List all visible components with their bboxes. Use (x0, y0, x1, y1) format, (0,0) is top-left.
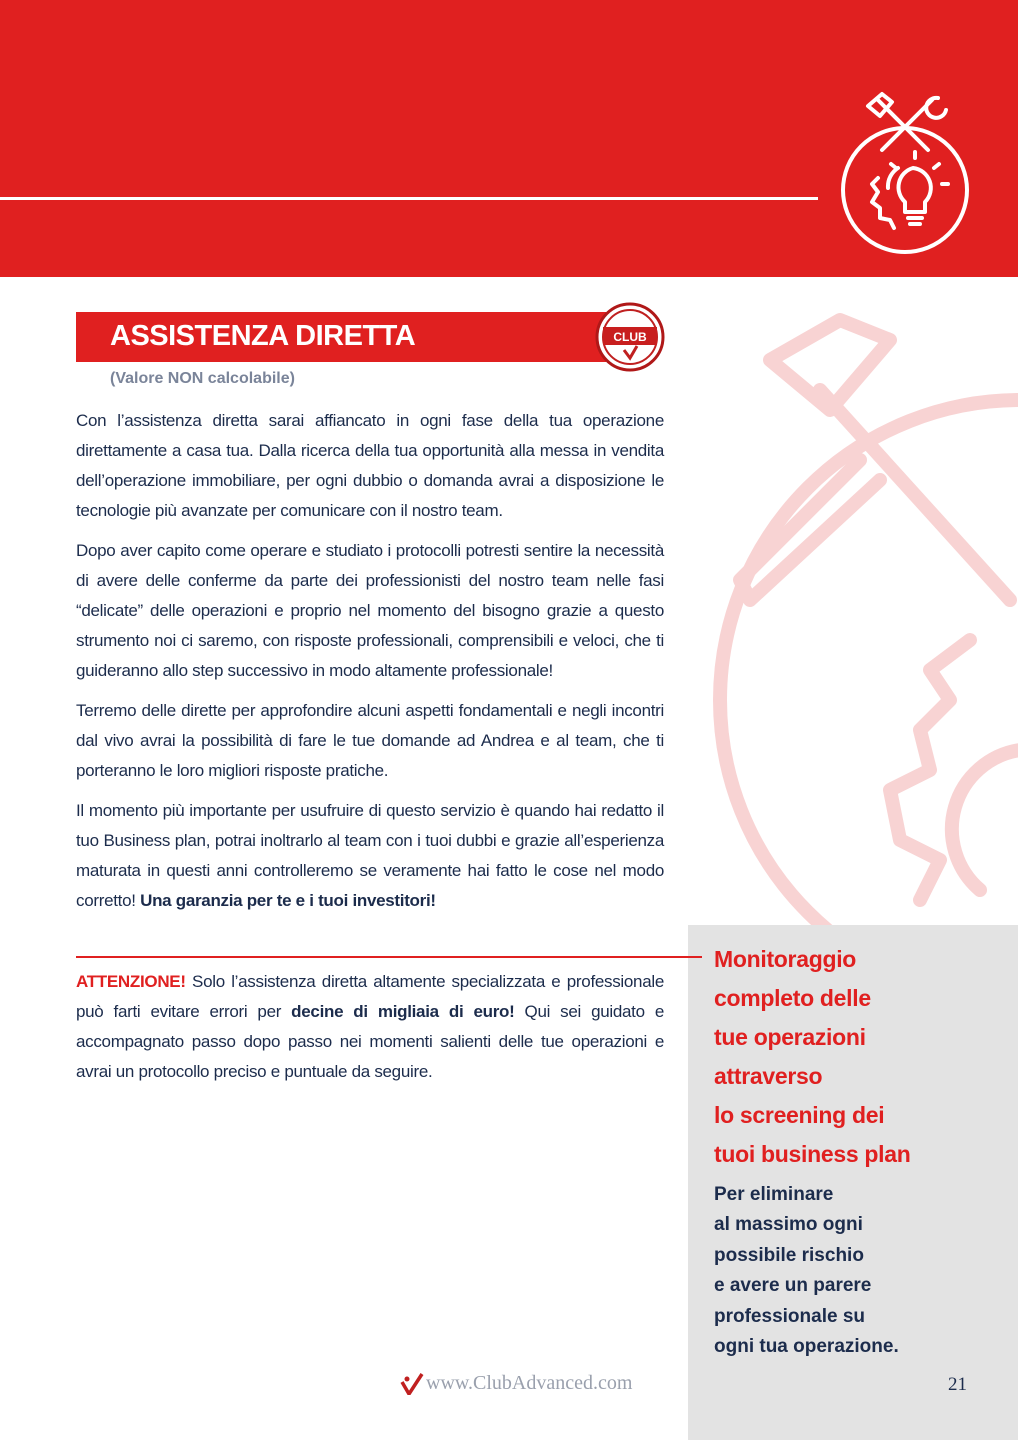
headline-line: completo delle (714, 985, 871, 1011)
section-subtitle: (Valore NON calcolabile) (110, 370, 295, 387)
sidebar-line: Per eliminare (714, 1184, 834, 1205)
club-badge-icon (595, 302, 665, 372)
attention-text: Solo l’assistenza diretta altamente specializzata e professionale può farti evitare errori per (76, 972, 664, 1021)
attention-emphasis: decine di migliaia di euro! (291, 1002, 515, 1021)
sidebar-line: al massimo ogni (714, 1214, 863, 1236)
headline-line: lo screening dei (714, 1102, 885, 1128)
footer-url[interactable]: www.ClubAdvanced.com (426, 1372, 633, 1394)
sidebar-headline (714, 940, 911, 1174)
watermark-tools-icon (690, 300, 1018, 940)
attention-text: Qui sei guidato e accompagnato passo dopo passo nei momenti salienti delle tue operazioni e avrai un protocollo preciso e puntuale da seguire. (76, 1002, 664, 1081)
headline-line: attraverso (714, 1063, 823, 1089)
red-divider (76, 956, 702, 958)
attention-paragraph (76, 967, 664, 1087)
header-divider (0, 197, 818, 200)
sidebar-line: professionale su (714, 1305, 865, 1327)
sidebar-line: e avere un parere (714, 1275, 872, 1297)
tools-lightbulb-gear-icon (838, 88, 972, 254)
headline-line: tuoi business plan (714, 1141, 911, 1167)
paragraph (76, 796, 664, 916)
paragraph: Dopo aver capito come operare e studiato i protocolli potresti sentire la necessità di avere delle conferme da parte dei professionisti del nostro team nelle fasi “delicate” delle operazioni e proprio nel momento del bisogno grazie a questo strumento noi ci saremo, con risposte professionali, comprensibili e veloci, che ti guideranno allo step successivo in modo altamente professionale! (76, 541, 664, 680)
paragraph: Terremo delle dirette per approfondire alcuni aspetti fondamentali e negli incontri dal vivo avrai la possibilità di fare le tue domande ad Andrea e al team, che ti porteranno le loro migliori risposte pratiche. (76, 701, 664, 780)
section-title: ASSISTENZA DIRETTA (110, 320, 416, 352)
club-badge-label: CLUB (613, 330, 647, 344)
attention-label: ATTENZIONE! (76, 972, 186, 991)
sidebar-text (714, 1180, 899, 1362)
sidebar-line: possibile rischio (714, 1244, 864, 1266)
headline-line: Monitoraggio (714, 946, 857, 972)
footer (400, 1372, 632, 1395)
page-number: 21 (948, 1374, 967, 1395)
checkmark-logo-icon (400, 1373, 424, 1395)
body-text (76, 406, 664, 926)
headline-line: tue operazioni (714, 1024, 866, 1050)
paragraph: Con l’assistenza diretta sarai affiancato in ogni fase della tua operazione direttamente a casa tua. Dalla ricerca della tua opportunità alla messa in vendita dell’operazione immobiliare, per ogni dubbio o domanda avrai a disposizione le tecnologie più avanzate per comunicare con il nostro team. (76, 411, 664, 520)
paragraph-text: Il momento più importante per usufruire di questo servizio è quando hai redatto il tuo Business plan, potrai inoltrarlo al team con i tuoi dubbi e grazie all’esperienza maturata in questi anni controlleremo se veramente hai fatto le cose nel modo corretto! (76, 801, 664, 910)
paragraph-emphasis: Una garanzia per te e i tuoi investitori! (140, 891, 436, 910)
section-title-banner (76, 312, 606, 362)
sidebar-line: ogni tua operazione. (714, 1336, 899, 1358)
